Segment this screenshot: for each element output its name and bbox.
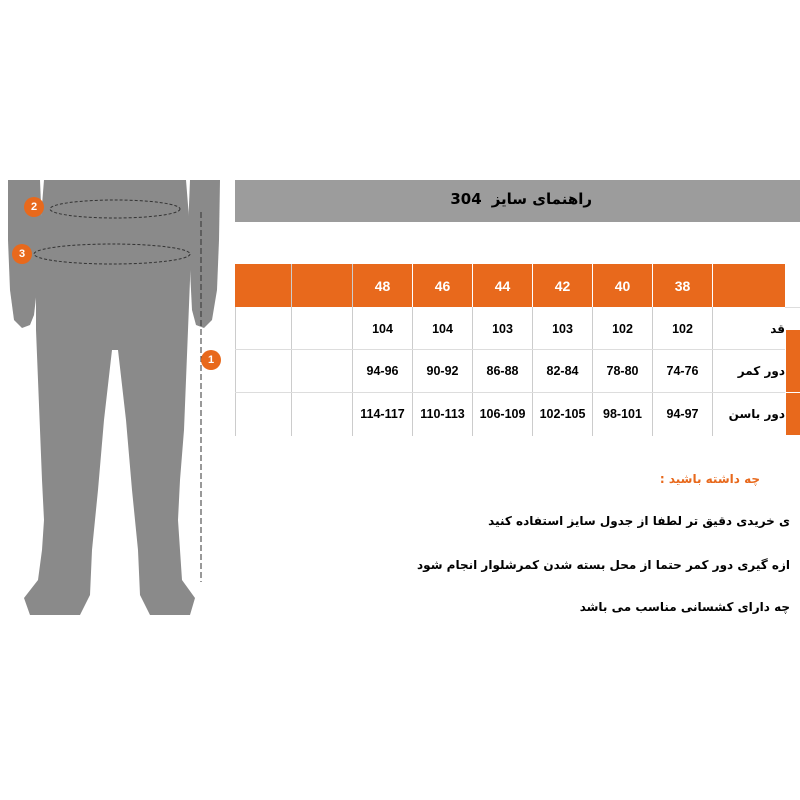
header-size-44: 44	[473, 264, 532, 307]
row-number-1	[786, 330, 800, 350]
body-figure	[0, 170, 235, 630]
note-item: ی خریدی دقیق تر لطفا از جدول سایز استفاده کنید	[488, 514, 790, 528]
title-code: 304	[450, 190, 482, 208]
cell-r1-c4: 103	[552, 322, 573, 336]
title-label: راهنمای سایز	[491, 190, 592, 208]
cell-r3-c6: 94-97	[666, 407, 699, 421]
cell-r2-c6: 74-76	[666, 364, 699, 378]
size-table	[235, 264, 800, 436]
row-label-height: قد	[770, 322, 785, 336]
note-item: چه دارای کشسانی مناسب می باشد	[579, 600, 790, 614]
row-label-hip: دور باسن	[728, 407, 785, 421]
row-label-waist: دور کمر	[737, 364, 785, 378]
cell-r3-c2: 110-113	[420, 407, 465, 421]
row-number-2	[786, 350, 800, 392]
cell-r1-c3: 103	[492, 322, 513, 336]
notes-heading: چه داشته باشید :	[659, 472, 760, 486]
body-silhouette	[0, 170, 235, 630]
header-empty-3	[713, 264, 785, 307]
cell-r3-c1: 114-117	[360, 407, 405, 421]
cell-r1-c2: 104	[432, 322, 453, 336]
marker-length: 1	[201, 350, 221, 370]
cell-r2-c3: 86-88	[486, 364, 519, 378]
header-size-46: 46	[413, 264, 472, 307]
cell-r1-c6: 102	[672, 322, 693, 336]
cell-r2-c4: 82-84	[546, 364, 579, 378]
cell-r1-c1: 104	[372, 322, 393, 336]
cell-r3-c4: 102-105	[539, 407, 586, 421]
cell-r3-c5: 98-101	[603, 407, 642, 421]
note-item: ازه گیری دور کمر حتما از محل بسته شدن کمرشلوار انجام شود	[417, 558, 790, 572]
header-empty-2	[292, 264, 352, 307]
cell-r1-c5: 102	[612, 322, 633, 336]
cell-r2-c1: 94-96	[366, 364, 399, 378]
cell-r3-c3: 106-109	[479, 407, 526, 421]
header-size-40: 40	[593, 264, 652, 307]
page-title	[452, 190, 592, 212]
marker-hip: 3	[12, 244, 32, 264]
header-empty-1	[235, 264, 291, 307]
cell-r2-c2: 90-92	[426, 364, 459, 378]
row-number-3	[786, 393, 800, 435]
cell-r2-c5: 78-80	[606, 364, 639, 378]
header-size-42: 42	[533, 264, 592, 307]
header-size-38: 38	[653, 264, 712, 307]
header-size-48: 48	[353, 264, 412, 307]
marker-waist: 2	[24, 197, 44, 217]
